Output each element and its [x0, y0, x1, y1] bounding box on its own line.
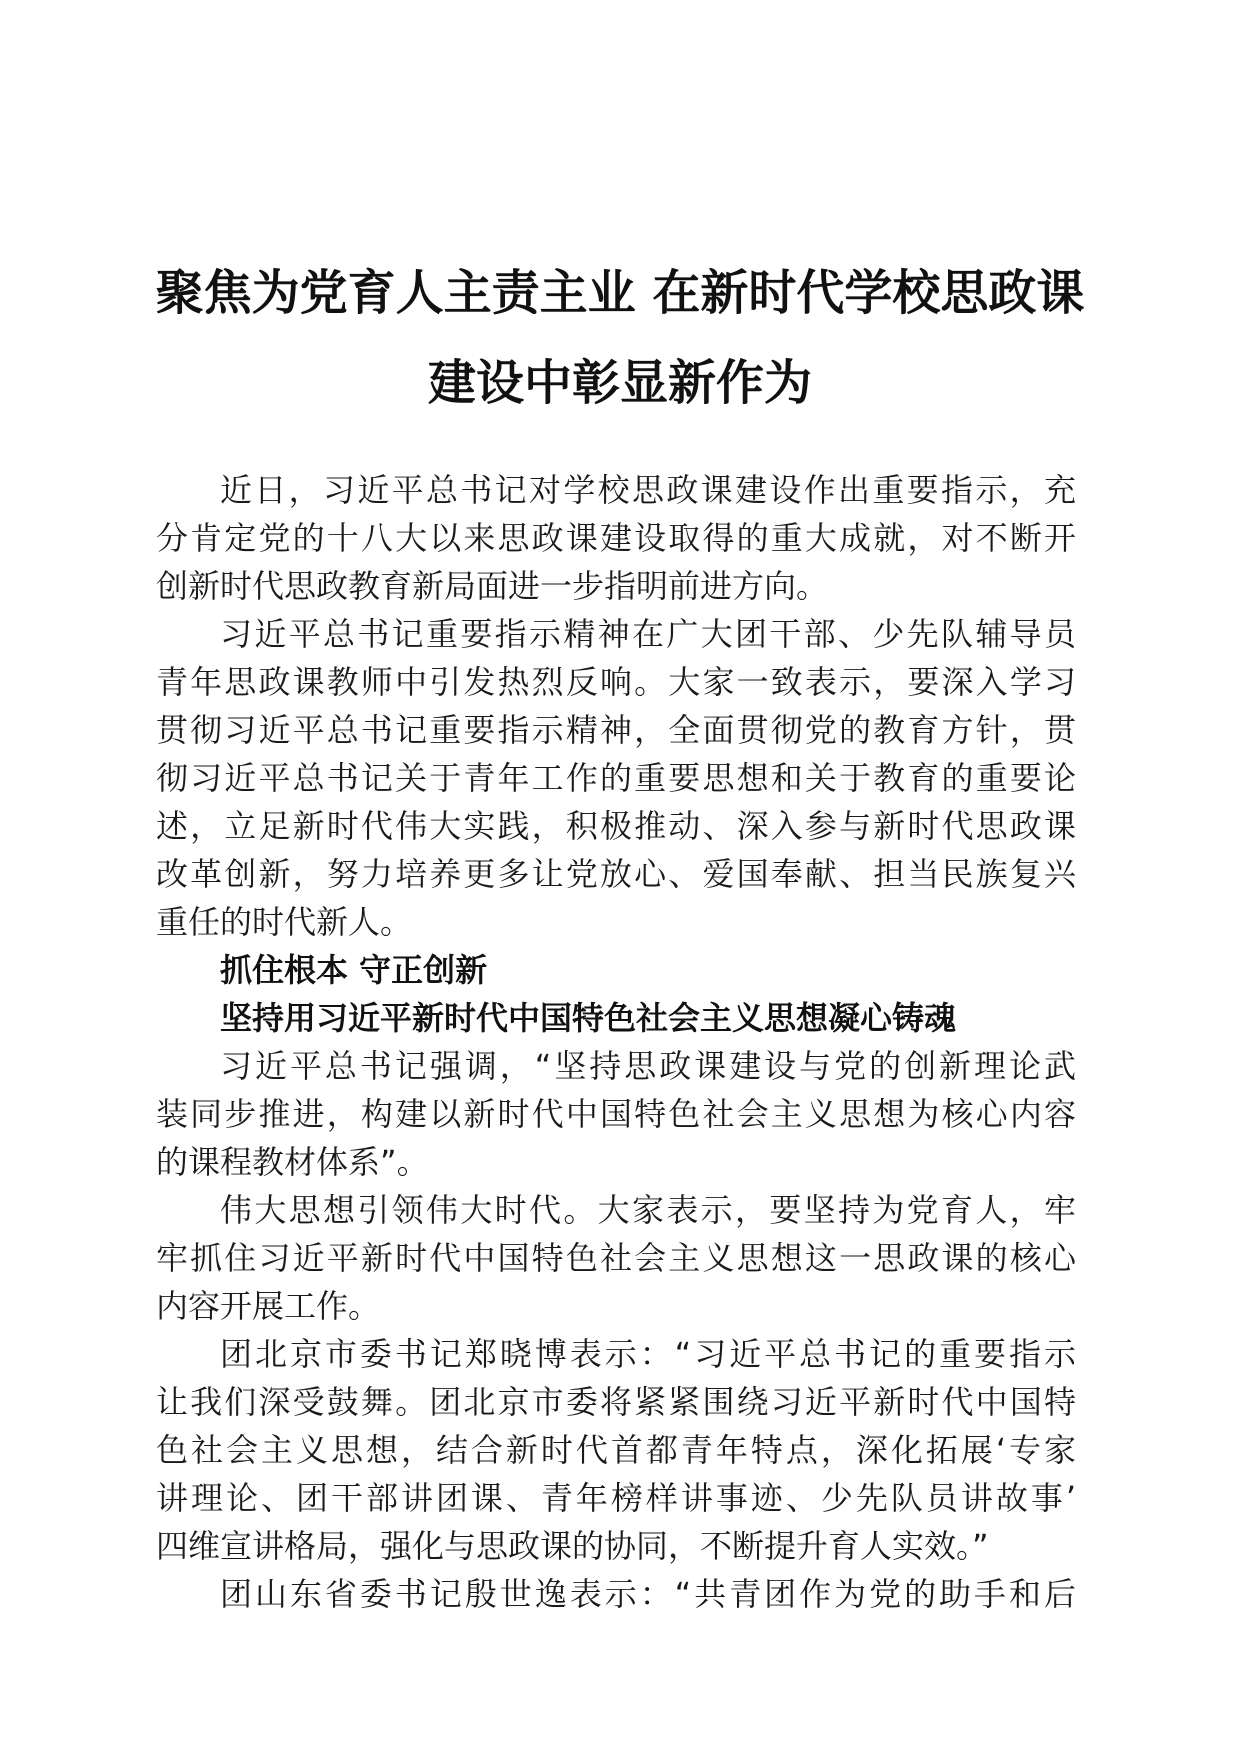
paragraph-line: 让我们深受鼓舞。团北京市委将紧紧围绕习近平新时代中国特 [156, 1383, 1076, 1421]
paragraph-line: 重任的时代新人。 [156, 903, 413, 941]
paragraph-line: 青年思政课教师中引发热烈反响。大家一致表示，要深入学习 [156, 663, 1076, 701]
paragraph [156, 466, 1076, 610]
paragraph [156, 1570, 1076, 1618]
paragraph-line: 分肯定党的十八大以来思政课建设取得的重大成就，对不断开 [156, 519, 1076, 557]
paragraph-line: 团北京市委书记郑晓博表示：“习近平总书记的重要指示 [220, 1335, 1076, 1373]
paragraph-line: 的课程教材体系”。 [156, 1143, 429, 1181]
section-heading: 抓住根本 守正创新 [220, 951, 488, 989]
paragraph-line: 色社会主义思想，结合新时代首都青年特点，深化拓展‘专家 [156, 1431, 1076, 1469]
paragraph [156, 610, 1076, 946]
title-line-2: 建设中彰显新作为 [427, 355, 812, 411]
document-body [156, 466, 1076, 1618]
paragraph-line: 创新时代思政教育新局面进一步指明前进方向。 [156, 567, 829, 605]
paragraph-line: 彻习近平总书记关于青年工作的重要思想和关于教育的重要论 [156, 759, 1076, 797]
paragraph [156, 1186, 1076, 1330]
paragraph [156, 1330, 1076, 1570]
paragraph-line: 讲理论、团干部讲团课、青年榜样讲事迹、少先队员讲故事’ [156, 1479, 1076, 1517]
paragraph-line: 改革创新，努力培养更多让党放心、爱国奉献、担当民族复兴 [156, 855, 1076, 893]
paragraph-line: 内容开展工作。 [156, 1287, 381, 1325]
document-title [0, 248, 1240, 428]
paragraph-line: 装同步推进，构建以新时代中国特色社会主义思想为核心内容 [156, 1095, 1076, 1133]
title-line-1: 聚焦为党育人主责主业 在新时代学校思政课 [155, 265, 1085, 321]
paragraph-line: 近日，习近平总书记对学校思政课建设作出重要指示，充 [220, 471, 1076, 509]
paragraph-line: 习近平总书记强调，“坚持思政课建设与党的创新理论武 [220, 1047, 1076, 1085]
paragraph-line: 习近平总书记重要指示精神在广大团干部、少先队辅导员 [220, 615, 1076, 653]
paragraph [156, 1042, 1076, 1186]
paragraph-line: 四维宣讲格局，强化与思政课的协同，不断提升育人实效。” [156, 1527, 989, 1565]
section-subheading: 坚持用习近平新时代中国特色社会主义思想凝心铸魂 [220, 999, 957, 1037]
paragraph-line: 团山东省委书记殷世逸表示：“共青团作为党的助手和后 [220, 1575, 1076, 1613]
paragraph-line: 述，立足新时代伟大实践，积极推动、深入参与新时代思政课 [156, 807, 1076, 845]
paragraph-line: 伟大思想引领伟大时代。大家表示，要坚持为党育人，牢 [220, 1191, 1076, 1229]
paragraph-line: 贯彻习近平总书记重要指示精神，全面贯彻党的教育方针，贯 [156, 711, 1076, 749]
paragraph-line: 牢抓住习近平新时代中国特色社会主义思想这一思政课的核心 [156, 1239, 1076, 1277]
